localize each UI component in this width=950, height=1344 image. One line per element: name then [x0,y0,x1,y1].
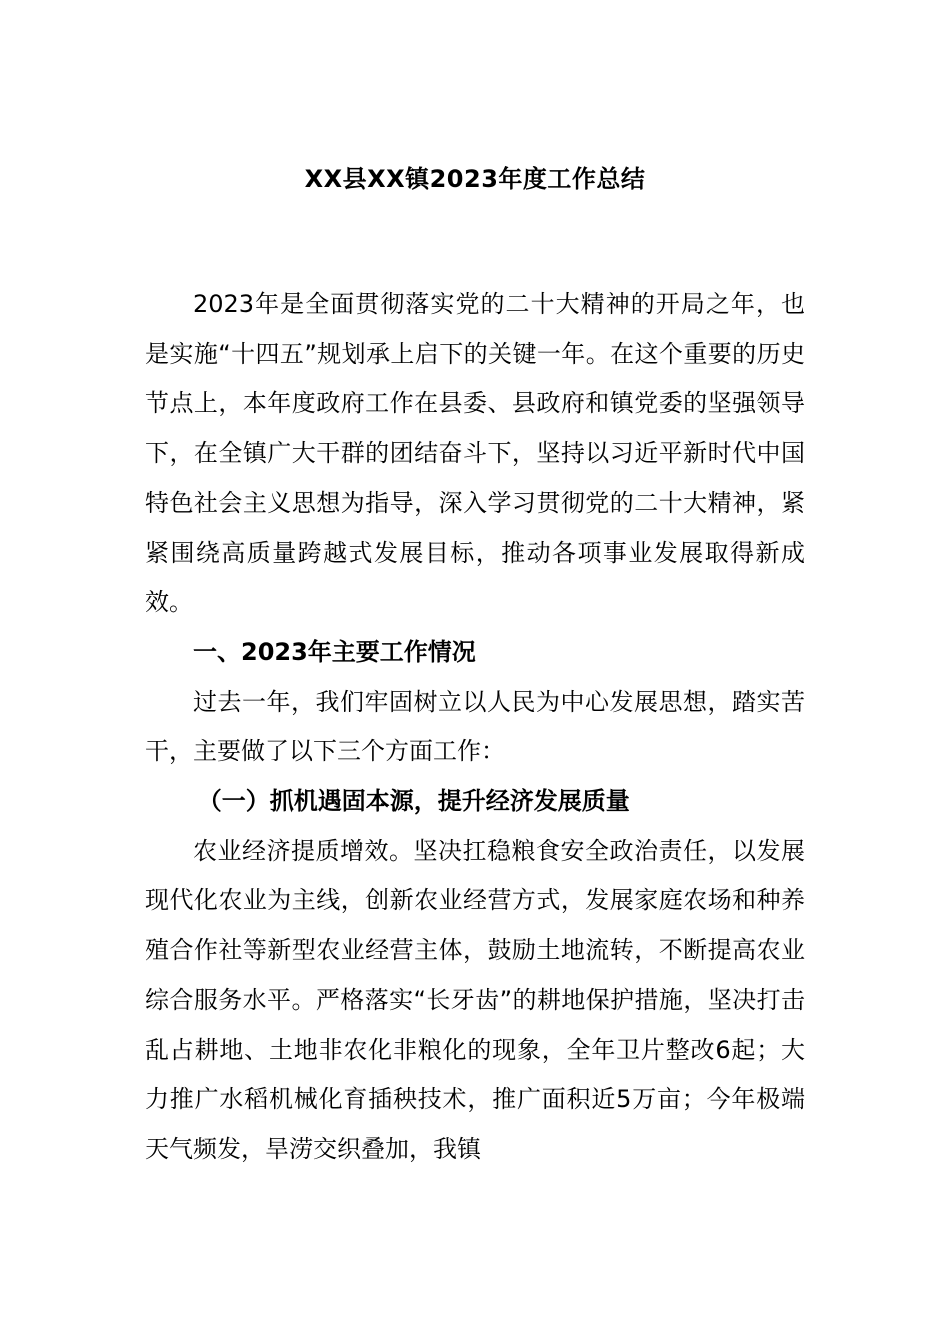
section-heading-1: 一、2023年主要工作情况 [193,637,476,666]
subsection-heading-1: （一）抓机遇固本源，提升经济发展质量 [197,787,630,816]
subsection-paragraph-1: 农业经济提质增效。坚决扛稳粮食安全政治责任，以发展现代化农业为主线，创新农业经营方式，发展家庭农场和种养殖合作社等新型农业经营主体，鼓励土地流转，不断提高农业综合服务水平。严格落实“长牙齿”的耕地保护措施，坚决打击乱占耕地、土地非农化非粮化的现象，全年卫片整改6起；大力推广水稻机械化育插秧技术，推广面积近5万亩；今年极端天气频发，旱涝交织叠加，我镇 [145,836,805,1163]
intro-paragraph: 2023年是全面贯彻落实党的二十大精神的开局之年，也是实施“十四五”规划承上启下的关键一年。在这个重要的历史节点上，本年度政府工作在县委、县政府和镇党委的坚强领导下，在全镇广大干群的团结奋斗下，坚持以习近平新时代中国特色社会主义思想为指导，深入学习贯彻党的二十大精神，紧紧围绕高质量跨越式发展目标，推动各项事业发展取得新成效。 [145,290,805,617]
document-title: XX县XX镇2023年度工作总结 [304,165,646,193]
document-body [145,280,805,1175]
section-intro-paragraph: 过去一年，我们牢固树立以人民为中心发展思想，踏实苦干，主要做了以下三个方面工作： [145,687,805,766]
